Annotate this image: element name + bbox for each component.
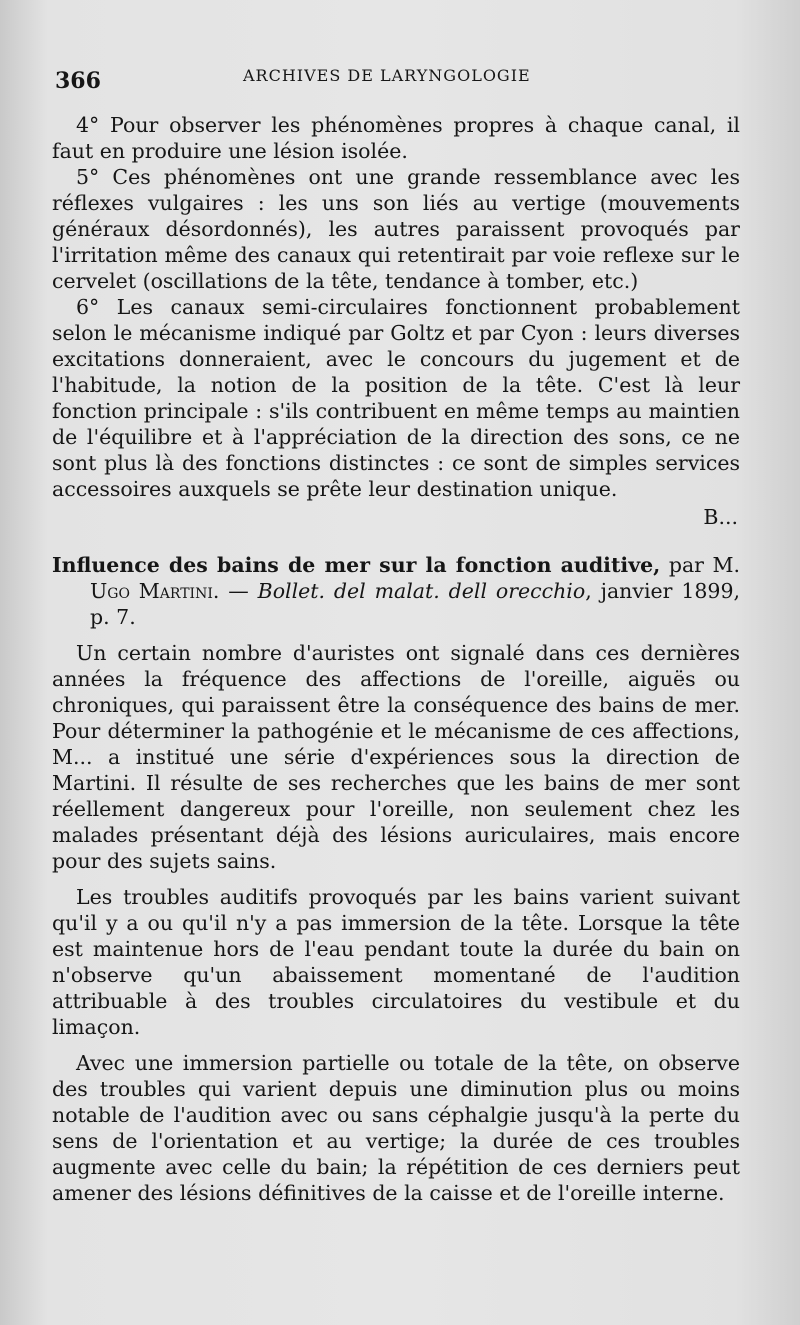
- review-citation: , janvier 1899, p. 7.: [90, 579, 741, 629]
- paragraph-point-6: 6° Les canaux semi-circulaires fonctionnent probablement selon le mécanisme indiqué par Goltz et par Cyon : leurs diverses excitations donneraient, avec le concours du jugement et de l'habitude, la notion de la position de la tête. C'est là leur fonction principale : s'ils contribuent en même temps au maintien de l'équilibre et à l'appréciation de la direction des sons, ce ne sont plus là des fonctions distinctes : ce sont de simples services accessoires auxquels se prête leur destination unique.: [52, 295, 740, 501]
- running-head: ARCHIVES DE LARYNGOLOGIE: [243, 66, 531, 85]
- body-text: [52, 112, 740, 1206]
- review-par: par M.: [660, 553, 740, 577]
- review-journal: Bollet. del malat. dell orecchio: [257, 579, 586, 603]
- review-heading: [52, 552, 740, 630]
- review-paragraph-1: Un certain nombre d'auristes ont signalé dans ces dernières années la fréquence des affections de l'oreille, aiguës ou chroniques, qui paraissent être la conséquence des bains de mer. Pour déterminer la pathogénie et le mécanisme de ces affections, M... a institué une série d'expériences sous la direction de Martini. Il résulte de ses recherches que les bains de mer sont réellement dangereux pour l'oreille, non seulement chez les malades présentant déjà des lésions auriculaires, mais encore pour des sujets sains.: [52, 641, 740, 873]
- paragraph-point-4: 4° Pour observer les phénomènes propres à chaque canal, il faut en produire une lésion isolée.: [52, 113, 740, 163]
- paragraph-point-5: 5° Ces phénomènes ont une grande ressemblance avec les réflexes vulgaires : les uns son liés au vertige (mouvements généraux désordonnés), les autres paraissent provoqués par l'irritation même des canaux qui retentirait par voie reflexe sur le cervelet (oscillations de la tête, tendance à tomber, etc.): [52, 165, 740, 293]
- page-number: 366: [55, 68, 101, 94]
- review-dash: . —: [212, 579, 258, 603]
- signature: B...: [703, 505, 738, 529]
- review-author: Ugo Martini: [90, 579, 213, 603]
- review-title: Influence des bains de mer sur la fonction auditive,: [52, 553, 661, 577]
- review-paragraph-3: Avec une immersion partielle ou totale de la tête, on observe des troubles qui varient depuis une diminution plus ou moins notable de l'audition avec ou sans céphalgie jusqu'à la perte du sens de l'orientation et au vertige; la durée de ces troubles augmente avec celle du bain; la répétition de ces derniers peut amener des lésions définitives de la caisse et de l'oreille interne.: [52, 1051, 740, 1205]
- review-paragraph-2: Les troubles auditifs provoqués par les bains varient suivant qu'il y a ou qu'il n'y a pas immersion de la tête. Lorsque la tête est maintenue hors de l'eau pendant toute la durée du bain on n'observe qu'un abaissement momentané de l'audition attribuable à des troubles circulatoires du vestibule et du limaçon.: [52, 885, 740, 1039]
